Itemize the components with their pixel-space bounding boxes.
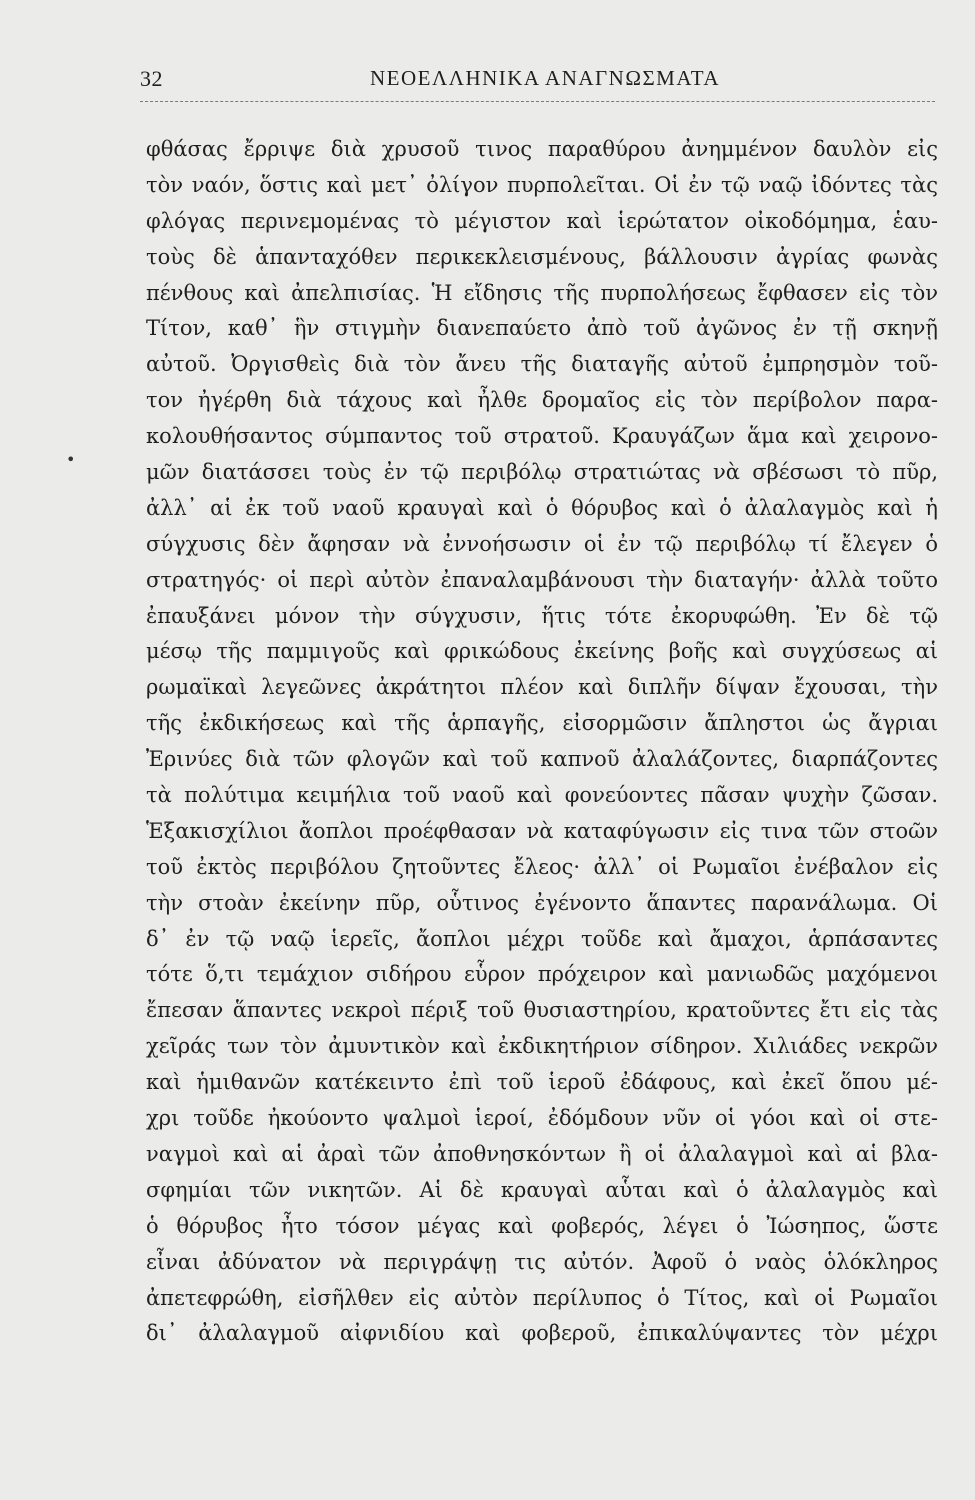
text-line: ὁ θόρυβος ἦτο τόσον μέγας καὶ φοβερός, λέγει ὁ Ἰώσηπος, ὥστε — [146, 1213, 938, 1238]
header-rule — [140, 101, 935, 102]
text-line: τότε ὅ,τι τεμάχιον σιδήρου εὗρον πρόχειρον καὶ μανιωδῶς μαχόμενοι — [146, 962, 938, 987]
text-line: Ἐρινύες διὰ τῶν φλογῶν καὶ τοῦ καπνοῦ ἀλαλάζοντες, διαρπάζοντες — [146, 747, 938, 772]
text-line: καὶ ἡμιθανῶν κατέκειντο ἐπὶ τοῦ ἱεροῦ ἐδάφους, καὶ ἐκεῖ ὅπου μέ- — [146, 1070, 938, 1095]
text-line: τὴν στοὰν ἐκείνην πῦρ, οὗτινος ἐγένοντο ἅπαντες παρανάλωμα. Οἱ — [146, 890, 938, 915]
text-line: ἐπαυξάνει μόνον τὴν σύγχυσιν, ἥτις τότε ἐκορυφώθη. Ἐν δὲ τῷ — [146, 603, 938, 628]
text-line: κολουθήσαντος σύμπαντος τοῦ στρατοῦ. Κραυγάζων ἅμα καὶ χειρονο- — [146, 424, 938, 449]
text-line: ναγμοὶ καὶ αἱ ἀραὶ τῶν ἀποθνησκόντων ἢ οἱ ἀλαλαγμοὶ καὶ αἱ βλα- — [146, 1141, 938, 1166]
page-number: 32 — [140, 66, 163, 91]
text-line: στρατηγός· οἱ περὶ αὐτὸν ἐπαναλαμβάνουσι τὴν διαταγήν· ἀλλὰ τοῦτο — [146, 567, 938, 592]
text-line: τον ἠγέρθη διὰ τάχους καὶ ἦλθε δρομαῖος εἰς τὸν περίβολον παρα- — [146, 388, 938, 413]
running-title: ΝΕΟΕΛΛΗΝΙΚΑ ΑΝΑΓΝΩΣΜΑΤΑ — [370, 66, 721, 90]
text-line: δι᾽ ἀλαλαγμοῦ αἰφνιδίου καὶ φοβεροῦ, ἐπικαλύψαντες τὸν μέχρι — [146, 1321, 938, 1346]
text-line: ἔπεσαν ἅπαντες νεκροὶ πέριξ τοῦ θυσιαστηρίου, κρατοῦντες ἔτι εἰς τὰς — [146, 998, 938, 1023]
text-line: πένθους καὶ ἀπελπισίας. Ἡ εἴδησις τῆς πυρπολήσεως ἔφθασεν εἰς τὸν — [146, 280, 938, 305]
text-line: σύγχυσις δὲν ἄφησαν νὰ ἐννοήσωσιν οἱ ἐν τῷ περιβόλῳ τί ἔλεγεν ὁ — [146, 531, 938, 556]
text-line: ρωμαϊκαὶ λεγεῶνες ἀκράτητοι πλέον καὶ διπλῆν δίψαν ἔχουσαι, τὴν — [146, 675, 938, 700]
body-text — [146, 132, 938, 1352]
text-line: μῶν διατάσσει τοὺς ἐν τῷ περιβόλῳ στρατιώτας νὰ σβέσωσι τὸ πῦρ, — [146, 460, 938, 485]
text-line: δ᾽ ἐν τῷ ναῷ ἱερεῖς, ἄοπλοι μέχρι τοῦδε καὶ ἄμαχοι, ἁρπάσαντες — [146, 926, 938, 951]
text-line: μέσῳ τῆς παμμιγοῦς καὶ φρικώδους ἐκείνης βοῆς καὶ συγχύσεως αἱ — [146, 639, 938, 664]
text-line: τὰ πολύτιμα κειμήλια τοῦ ναοῦ καὶ φονεύοντες πᾶσαν ψυχὴν ζῶσαν. — [146, 783, 938, 808]
text-line: εἶναι ἀδύνατον νὰ περιγράψῃ τις αὐτόν. Ἀφοῦ ὁ ναὸς ὁλόκληρος — [146, 1249, 938, 1274]
text-line: Ἑξακισχίλιοι ἄοπλοι προέφθασαν νὰ καταφύγωσιν εἰς τινα τῶν στοῶν — [146, 818, 938, 843]
text-line: χεῖράς των τὸν ἀμυντικὸν καὶ ἐκδικητήριον σίδηρον. Χιλιάδες νεκρῶν — [146, 1034, 938, 1059]
text-line: χρι τοῦδε ἠκούοντο ψαλμοὶ ἱεροί, ἐδόμδουν νῦν οἱ γόοι καὶ οἱ στε- — [146, 1106, 938, 1131]
text-line: τοὺς δὲ ἁπανταχόθεν περικεκλεισμένους, βάλλουσιν ἀγρίας φωνὰς — [146, 244, 938, 269]
text-line: τὸν ναόν, ὅστις καὶ μετ᾽ ὀλίγον πυρπολεῖται. Οἱ ἐν τῷ ναῷ ἰδόντες τὰς — [146, 172, 938, 197]
text-line: Τίτον, καθ᾽ ἣν στιγμὴν διανεπαύετο ἀπὸ τοῦ ἀγῶνος ἐν τῇ σκηνῇ — [146, 316, 938, 341]
text-line: ἀλλ᾽ αἱ ἐκ τοῦ ναοῦ κραυγαὶ καὶ ὁ θόρυβος καὶ ὁ ἀλαλαγμὸς καὶ ἡ — [146, 495, 938, 520]
text-line: αὐτοῦ. Ὀργισθεὶς διὰ τὸν ἄνευ τῆς διαταγῆς αὐτοῦ ἐμπρησμὸν τοῦ- — [146, 352, 938, 377]
text-line: τῆς ἐκδικήσεως καὶ τῆς ἁρπαγῆς, εἰσορμῶσιν ἄπληστοι ὡς ἄγριαι — [146, 711, 938, 736]
text-line: φλόγας περινεμομένας τὸ μέγιστον καὶ ἱερώτατον οἰκοδόμημα, ἑαυ- — [146, 208, 938, 233]
text-line: τοῦ ἐκτὸς περιβόλου ζητοῦντες ἔλεος· ἀλλ᾽ οἱ Ρωμαῖοι ἐνέβαλον εἰς — [146, 854, 938, 879]
text-line: φθάσας ἔρριψε διὰ χρυσοῦ τινος παραθύρου ἀνημμένον δαυλὸν εἰς — [146, 137, 938, 161]
margin-bullet-mark: • — [66, 450, 76, 469]
text-line: ἀπετεφρώθη, εἰσῆλθεν εἰς αὐτὸν περίλυπος ὁ Τίτος, καὶ οἱ Ρωμαῖοι — [146, 1285, 938, 1310]
page-header — [140, 66, 940, 100]
text-line: σφημίαι τῶν νικητῶν. Αἱ δὲ κραυγαὶ αὗται καὶ ὁ ἀλαλαγμὸς καὶ — [146, 1177, 938, 1202]
